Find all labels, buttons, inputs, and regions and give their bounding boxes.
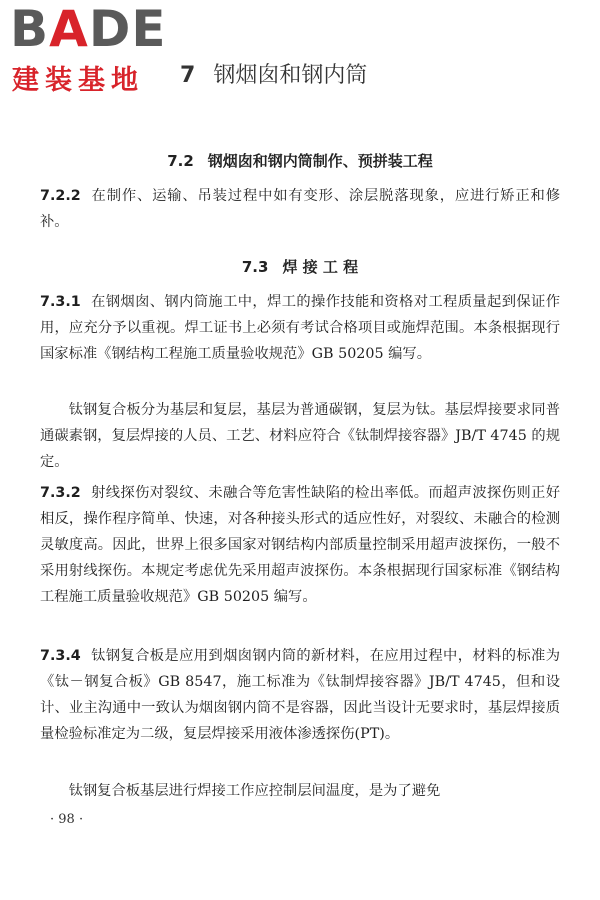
section-number: 7.2 bbox=[167, 152, 194, 170]
clause-7-2-2 bbox=[40, 183, 560, 235]
clause-7-3-4 bbox=[40, 643, 560, 747]
clause-number: 7.3.1 bbox=[40, 294, 81, 310]
section-title: 钢烟囱和钢内筒制作、预拼装工程 bbox=[207, 152, 433, 170]
clause-text: 在钢烟囱、钢内筒施工中，焊工的操作技能和资格对工程质量起到保证作用，应充分予以重视。焊工证书上必须有考试合格项目或施焊范围。本条根据现行国家标准《钢结构工程施工质量验收规范》GB 50205 编写。 bbox=[40, 294, 560, 362]
paragraph-interpass-temperature: 钛钢复合板基层进行焊接工作应控制层间温度，是为了避免 bbox=[68, 783, 441, 799]
clause-text: 钛钢复合板是应用到烟囱钢内筒的新材料，在应用过程中，材料的标准为《钛－钢复合板》GB 8547，施工标准为《钛制焊接容器》JB/T 4745，但和设计、业主沟通中一致认为烟囱钢内筒不是容器，因此当设计无要求时，基层焊接质量检验标准定为二级，复层焊接采用液体渗透探伤(PT)。 bbox=[40, 648, 560, 742]
chapter-heading bbox=[180, 58, 367, 89]
logo-brand-text: BADE bbox=[10, 0, 167, 58]
page-number: · 98 · bbox=[50, 812, 84, 827]
section-heading-7-3 bbox=[0, 256, 600, 277]
chapter-title: 钢烟囱和钢内筒 bbox=[213, 63, 368, 88]
chapter-number: 7 bbox=[180, 63, 196, 88]
brand-logo bbox=[10, 0, 167, 58]
section-title: 焊 接 工 程 bbox=[282, 258, 359, 276]
clause-number: 7.3.2 bbox=[40, 485, 81, 501]
section-number: 7.3 bbox=[241, 258, 269, 276]
logo-subtitle: 建装基地 bbox=[12, 65, 144, 96]
clause-text: 射线探伤对裂纹、未融合等危害性缺陷的检出率低。而超声波探伤则正好相反，操作程序简单、快速，对各种接头形式的适应性好，对裂纹、未融合的检测灵敏度高。因此，世界上很多国家对钢结构内部质量控制采用超声波探伤，一般不采用射线探伤。本规定考虑优先采用超声波探伤。本条根据现行国家标准《钢结构工程施工质量验收规范》GB 50205 编写。 bbox=[40, 485, 560, 605]
clause-7-3-1 bbox=[40, 289, 560, 367]
clause-number: 7.2.2 bbox=[40, 188, 81, 204]
clause-number: 7.3.4 bbox=[40, 648, 81, 664]
clause-text: 在制作、运输、吊装过程中如有变形、涂层脱落现象，应进行矫正和修补。 bbox=[40, 188, 560, 230]
clause-7-3-2 bbox=[40, 480, 560, 610]
paragraph-titanium-clad: 钛钢复合板分为基层和复层，基层为普通碳钢，复层为钛。基层焊接要求同普通碳素钢，复层焊接的人员、工艺、材料应符合《钛制焊接容器》JB/T 4745 的规定。 bbox=[40, 402, 560, 470]
section-heading-7-2 bbox=[0, 150, 600, 171]
